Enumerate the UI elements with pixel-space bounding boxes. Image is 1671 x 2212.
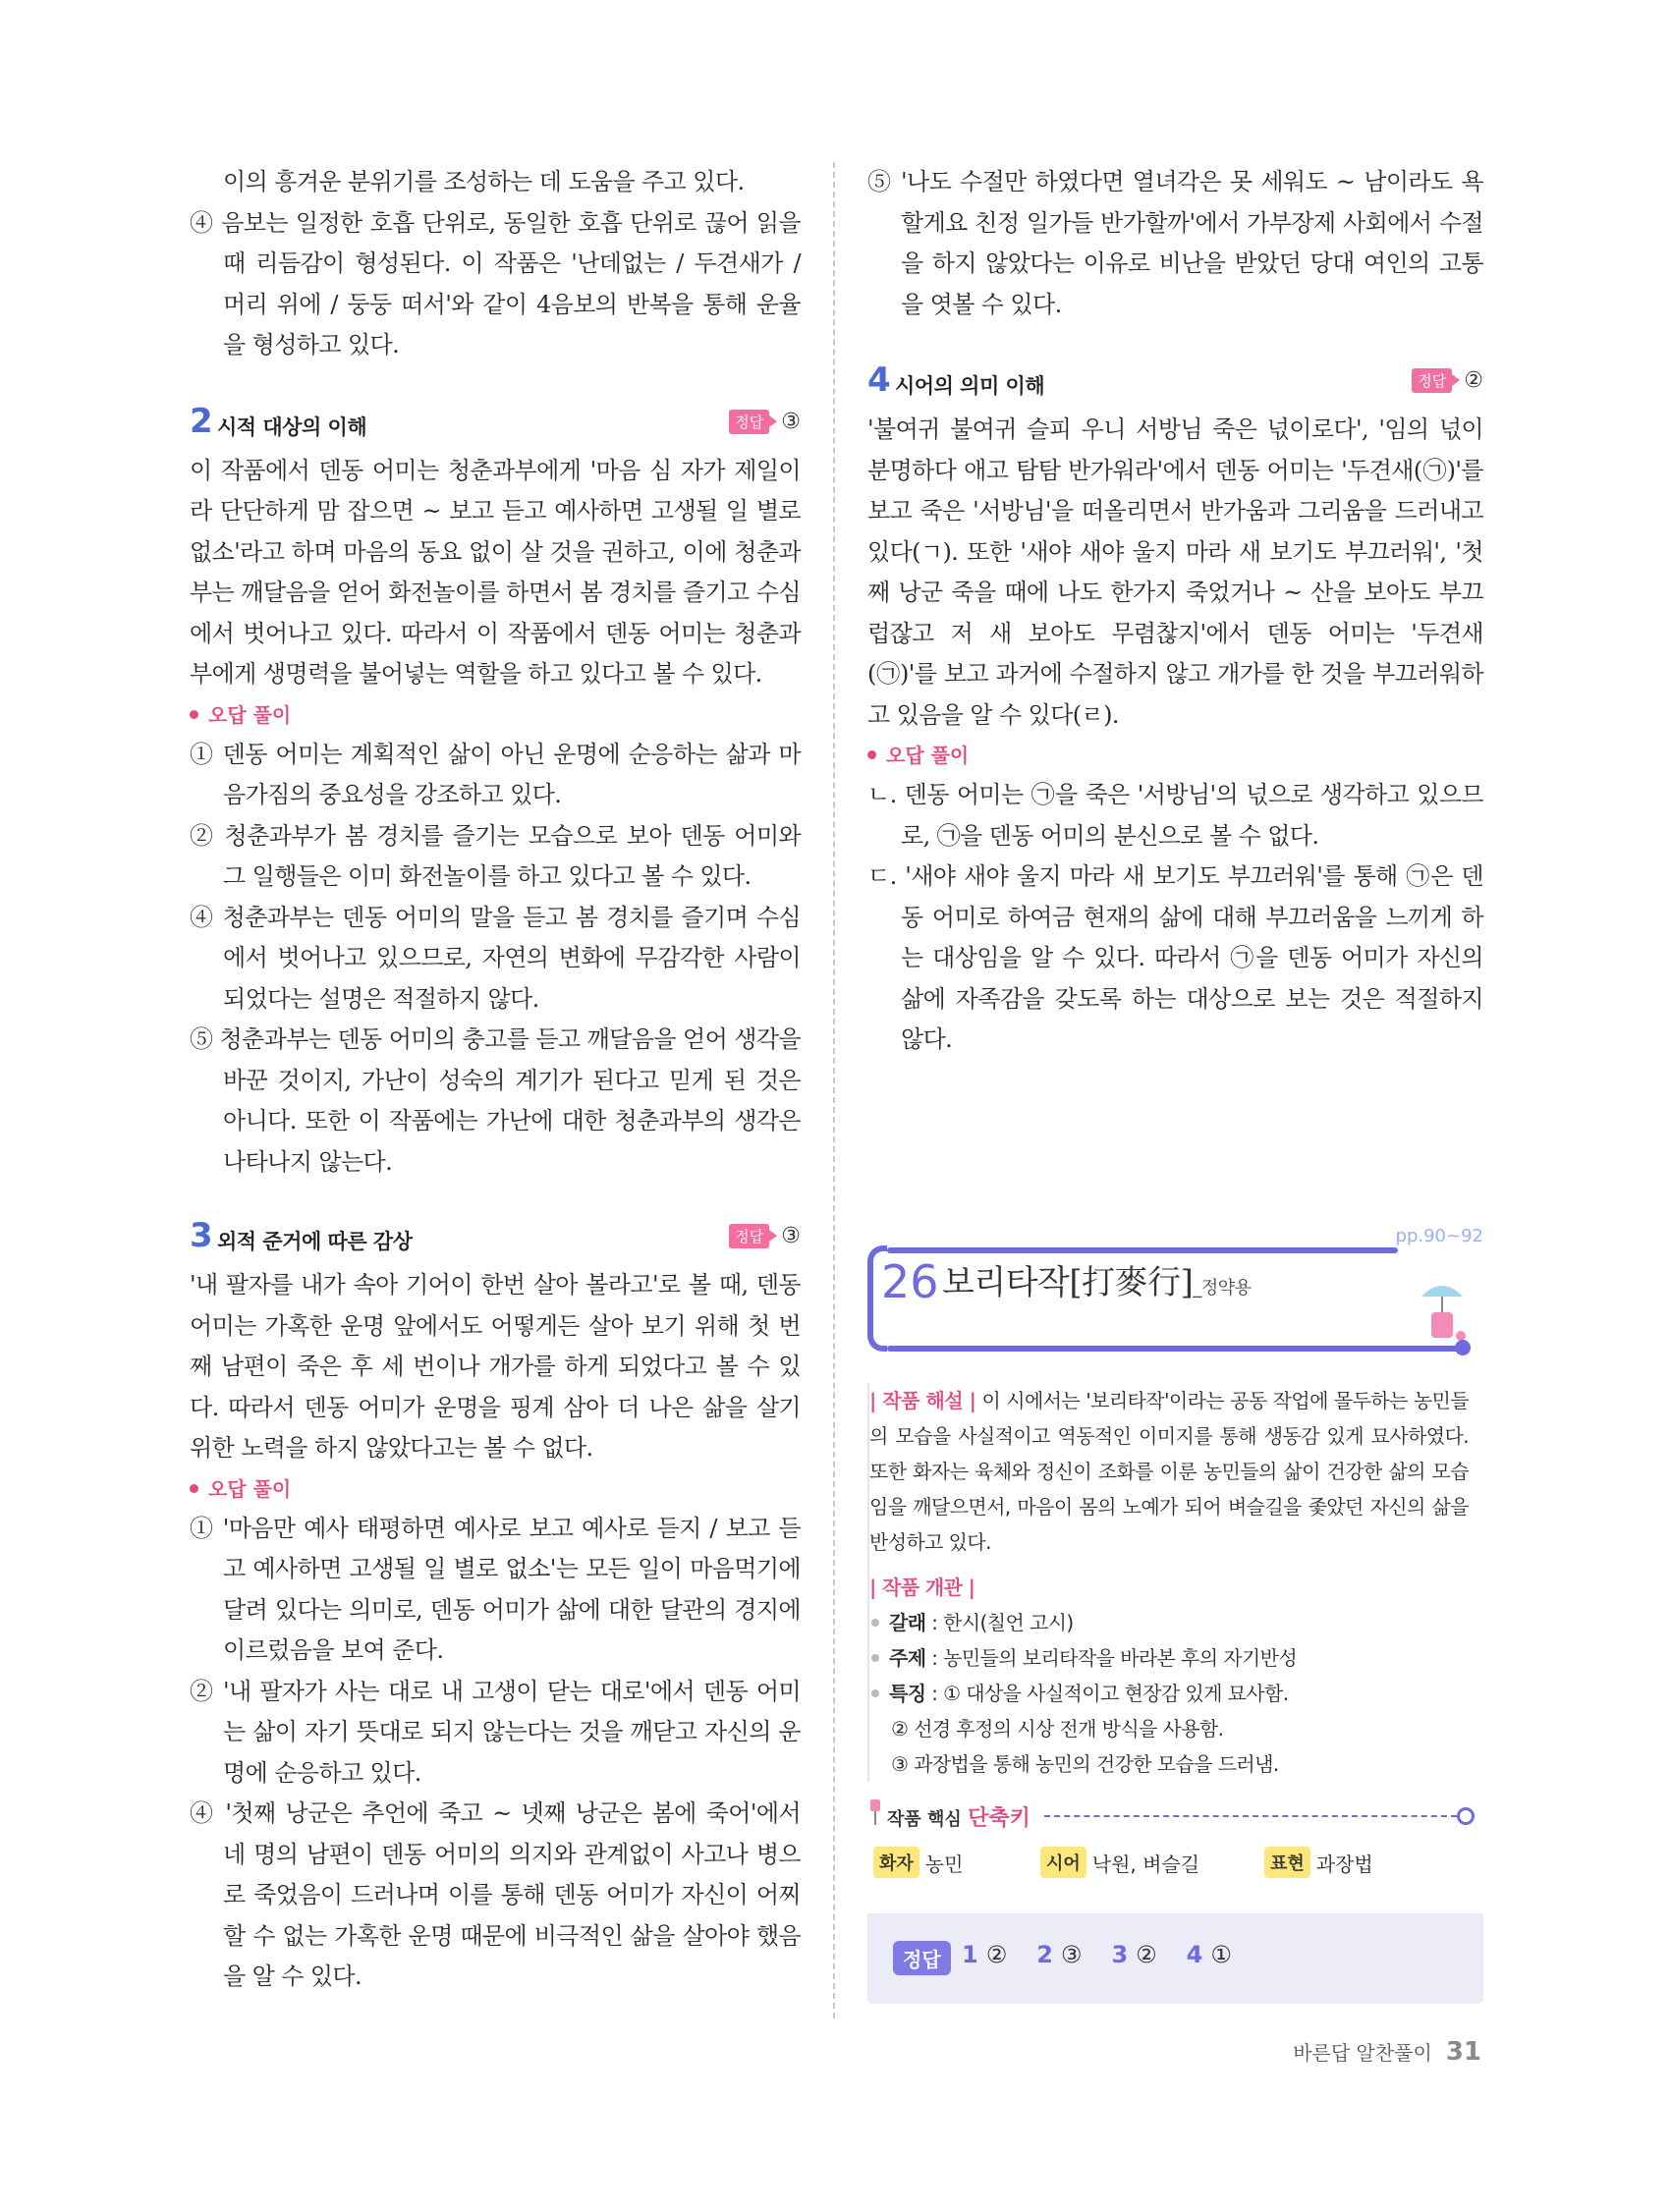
intro-item-5: ⑤ '나도 수절만 하였다면 열녀각은 못 세워도 ~ 남이라도 욕할게요 친정 일가들 반가할까'에서 가부장제 사회에서 수절을 하지 않았다는 이유로 비난을 받았던 당대 여인의 고통을 엿볼 수 있다.: [867, 168, 1483, 318]
answer-bar: [867, 1913, 1483, 2004]
pushpin-icon: [867, 1797, 883, 1827]
key-points-header: [867, 1796, 1483, 1835]
right-column: [867, 162, 1483, 1061]
intro-item-4: ④ 음보는 일정한 호흡 단위로, 동일한 호흡 단위로 끊어 읽을 때 리듬감이 형성된다. 이 작품은 '난데없는 / 두견새가 / 머리 위에 / 둥둥 떠서'와 같이 4음보의 반복을 통해 운율을 형성하고 있다.: [190, 208, 801, 359]
wrong-answer-heading: 오답 풀이: [190, 697, 801, 733]
overview-subrow: ③ 과장법을 통해 농민의 건강한 모습을 드러냄.: [891, 1752, 1279, 1776]
umbrella-icon: [1418, 1275, 1467, 1344]
box-top-rule: [887, 1247, 1398, 1253]
answer-entry: 3 ②: [1111, 1941, 1157, 1968]
section-title: 외적 준거에 따른 감상: [217, 1230, 413, 1253]
box-rule-dot: [1455, 1340, 1471, 1355]
key-rule-end-icon: [1457, 1807, 1475, 1825]
explanation-item: ④ 청춘과부는 덴동 어미의 말을 듣고 봄 경치를 즐기며 수심에서 벗어나고 있으므로, 자연의 변화에 무감각한 사람이 되었다는 설명은 적절하지 않다.: [190, 903, 801, 1013]
answer-value: ③: [781, 1224, 801, 1248]
column-divider: [833, 162, 835, 2018]
key-points-title: 작품 핵심 단축키: [887, 1806, 1030, 1831]
answer-list: [962, 1941, 1232, 1968]
explanation-item: ① 덴동 어미는 계획적인 삶이 아닌 운명에 순응하는 삶과 마음가짐의 중요성을 강조하고 있다.: [190, 740, 801, 808]
page-footer: [1293, 2037, 1481, 2067]
bullet-dot-icon: [190, 1484, 198, 1493]
explanation-item: ④ '첫째 낭군은 추언에 죽고 ~ 넷째 낭군은 봄에 죽어'에서 네 명의 남편이 덴동 어미의 의지와 관계없이 사고나 병으로 죽었음이 드러나며 이를 통해 덴동 어미가 자신이 어찌할 수 없는 가혹한 운명 때문에 비극적인 삶을 살아야 했음을 알 수 있다.: [190, 1799, 801, 1990]
key-dashed-rule: [1044, 1815, 1457, 1817]
section-title: 시어의 의미 이해: [895, 374, 1045, 398]
section-number: 3: [190, 1216, 213, 1255]
answer-entry: 4 ①: [1186, 1941, 1232, 1968]
footer-title: 바른답 알찬풀이: [1293, 2041, 1432, 2065]
section-2-body: 이 작품에서 덴동 어미는 청춘과부에게 '마음 심 자가 제일이라 단단하게 맘 잡으면 ~ 보고 듣고 예사하면 고생될 일 별로 없소'라고 하며 마음의 동요 없이 살 것을 권하고, 이에 청춘과부는 깨달음을 얻어 화전놀이를 하면서 봄 경치를 즐기고 수심에서 벗어나고 있다. 따라서 이 작품에서 덴동 어미는 청춘과부에게 생명력을 불어넣는 역할을 하고 있다고 볼 수 있다.: [190, 456, 801, 688]
explanation-item: ② '내 팔자가 사는 대로 내 고생이 닫는 대로'에서 덴동 어미는 삶이 자기 뜻대로 되지 않는다는 것을 깨닫고 자신의 운명에 순응하고 있다.: [190, 1677, 801, 1787]
section-number: 2: [190, 401, 213, 441]
answer-value: ③: [781, 409, 801, 434]
answer-marker: [729, 410, 801, 434]
answer-marker: [1412, 368, 1483, 393]
key-tags: [867, 1847, 1483, 1886]
section-2-header: [190, 401, 801, 443]
page-range: pp.90~92: [1395, 1226, 1483, 1246]
answer-entry: 1 ②: [962, 1941, 1008, 1968]
section-4-header: [867, 360, 1483, 402]
bullet-dot-icon: [190, 710, 198, 719]
answer-entry: 2 ③: [1036, 1941, 1083, 1968]
intro-continuation: 이의 흥겨운 분위기를 조성하는 데 도움을 주고 있다.: [223, 168, 745, 195]
answer-value: ②: [1464, 368, 1483, 393]
answer-badge: 정답: [729, 1224, 769, 1248]
answer-badge: 정답: [1412, 368, 1452, 393]
box-content: [867, 1383, 1469, 1782]
work-commentary: | 작품 해설 | 이 시에서는 '보리타작'이라는 공동 작업에 몰두하는 농민들의 모습을 사실적이고 역동적인 이미지를 통해 생동감 있게 묘사하였다. 또한 화자는 육체와 정신이 조화를 이룬 농민들의 삶이 건강한 삶의 모습임을 깨달으면서, 마음이 몸의 노예가 되어 벼슬길을 좇았던 자신의 삶을 반성하고 있다.: [869, 1389, 1469, 1554]
tag-expression: 표현 과장법: [1264, 1847, 1373, 1878]
overview-row: 갈래 : 한시(칠언 고시): [869, 1605, 1469, 1640]
overview-heading: | 작품 개관 |: [869, 1576, 975, 1599]
box-bottom-rule: [887, 1346, 1467, 1352]
explanation-item: ② 청춘과부가 봄 경치를 즐기는 모습으로 보아 덴동 어미와 그 일행들은 이미 화전놀이를 하고 있다고 볼 수 있다.: [190, 821, 801, 890]
overview-row: 주제 : 농민들의 보리타작을 바라본 후의 자기반성: [869, 1640, 1469, 1676]
explanation-item: ㄴ. 덴동 어미는 ㉠을 죽은 '서방님'의 넋으로 생각하고 있으므로, ㉠을 덴동 어미의 분신으로 볼 수 없다.: [867, 781, 1483, 850]
explanation-item: ㄷ. '새야 새야 울지 마라 새 보기도 부끄러워'를 통해 ㉠은 덴동 어미로 하여금 현재의 삶에 대해 부끄러움을 느끼게 하는 대상임을 알 수 있다. 따라서 ㉠을 덴동 어미가 자신의 삶에 자족감을 갖도록 하는 대상으로 보는 것은 적절하지 않다.: [867, 862, 1483, 1053]
section-3-body: '내 팔자를 내가 속아 기어이 한번 살아 볼라고'로 볼 때, 덴동 어미는 가혹한 운명 앞에서도 어떻게든 살아 보기 위해 첫 번째 남편이 죽은 후 세 번이나 개가를 하게 되었다고 볼 수 있다. 따라서 덴동 어미가 운명을 핑계 삼아 더 나은 삶을 살기 위한 노력을 하지 않았다고는 볼 수 없다.: [190, 1271, 801, 1462]
tag-poetic-words: 시어 낙원, 벼슬길: [1040, 1847, 1199, 1878]
work-author: _정약용: [1193, 1278, 1252, 1299]
section-4-body: '불여귀 불여귀 슬피 우니 서방님 죽은 넋이로다', '임의 넋이 분명하다 애고 탐탐 반가워라'에서 덴동 어미는 '두견새(㉠)'를 보고 죽은 '서방님'을 떠올리면서 반가움과 그리움을 드러내고 있다(ㄱ). 또한 '새야 새야 울지 마라 새 보기도 부끄러워', '첫째 낭군 죽을 때에 나도 한가지 죽었거나 ~ 산을 보아도 부끄럽잖고 저 새 보아도 무렴찮지'에서 덴동 어미는 '두견새(㉠)'를 보고 과거에 수절하지 않고 개가를 한 것을 부끄러워하고 있음을 알 수 있다(ㄹ).: [867, 415, 1483, 729]
overview-row: 특징 : ① 대상을 사실적이고 현장감 있게 묘사함.: [869, 1676, 1469, 1711]
explanation-item: ① '마음만 예사 태평하면 예사로 보고 예사로 듣지 / 보고 듣고 예사하면 고생될 일 별로 없소'는 모든 일이 마음먹기에 달려 있다는 의미로, 덴동 어미가 삶에 대한 달관의 경지에 이르렀음을 보여 준다.: [190, 1514, 801, 1664]
section-number: 4: [867, 360, 891, 400]
work-number: 26: [881, 1255, 939, 1308]
answer-marker: [729, 1224, 801, 1248]
page-number: 31: [1445, 2037, 1481, 2067]
wrong-answer-heading: 오답 풀이: [190, 1471, 801, 1507]
answer-bar-label: 정답: [893, 1941, 951, 1975]
section-title: 시적 대상의 이해: [217, 415, 367, 439]
work-summary-box: [867, 1226, 1483, 2002]
left-column: [190, 162, 801, 1998]
bullet-dot-icon: [867, 750, 876, 759]
work-title: 보리타작[打麥行]_정약용: [942, 1263, 1252, 1302]
overview-subrow: ② 선경 후정의 시상 전개 방식을 사용함.: [891, 1717, 1224, 1741]
section-3-header: [190, 1216, 801, 1257]
tag-speaker: 화자 농민: [873, 1847, 963, 1878]
answer-badge: 정답: [729, 410, 769, 434]
wrong-answer-heading: 오답 풀이: [867, 738, 1483, 773]
explanation-item: ⑤ 청춘과부는 덴동 어미의 충고를 듣고 깨달음을 얻어 생각을 바꾼 것이지, 가난이 성숙의 계기가 된다고 믿게 된 것은 아니다. 또한 이 작품에는 가난에 대한 청춘과부의 생각은 나타나지 않는다.: [190, 1025, 801, 1176]
